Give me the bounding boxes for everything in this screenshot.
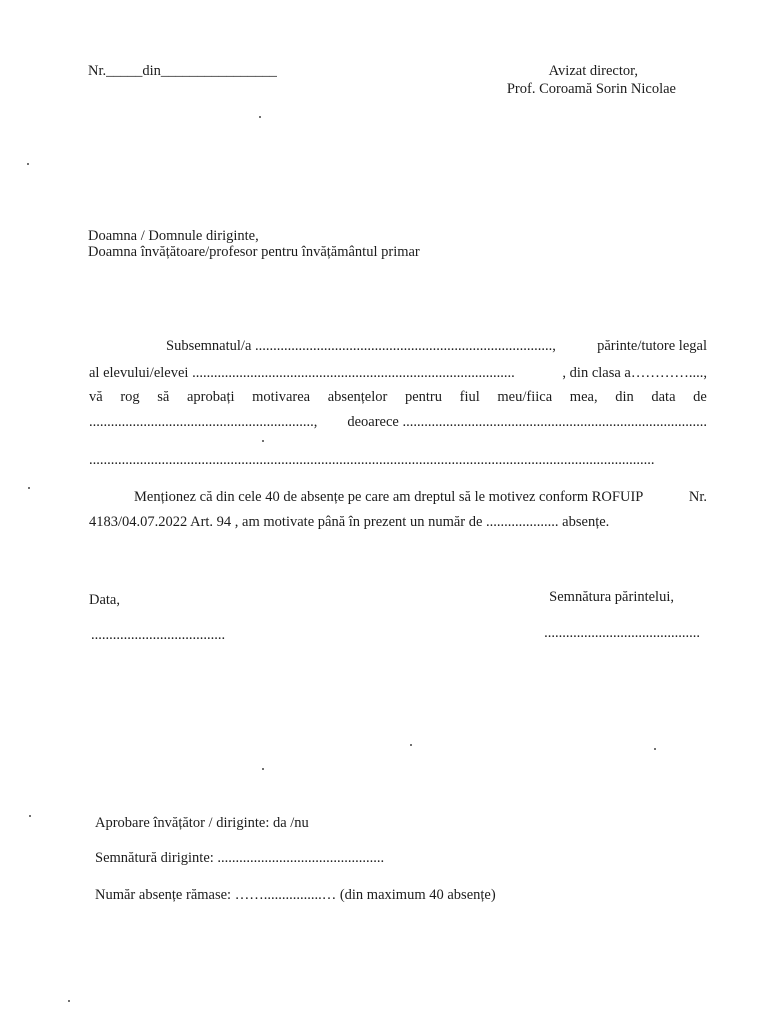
request-word: meu/fiica bbox=[497, 389, 553, 405]
request-word: fiul bbox=[459, 389, 480, 405]
teacher-approval-line: Aprobare învățător / diriginte: da /nu bbox=[95, 815, 309, 831]
scan-speck bbox=[68, 1000, 70, 1002]
scan-speck bbox=[29, 815, 31, 817]
request-word: data bbox=[651, 389, 676, 405]
request-word: motivarea bbox=[252, 389, 311, 405]
request-line-1-role: părinte/tutore legal bbox=[597, 338, 707, 354]
request-line-4-reason: deoarece .................................................................................... bbox=[347, 414, 707, 430]
absences-statement-line-1 bbox=[134, 489, 707, 506]
request-word: din bbox=[615, 389, 634, 405]
scan-speck bbox=[27, 163, 29, 165]
request-word: vă bbox=[89, 389, 103, 405]
headteacher-signature-line: Semnătură diriginte: .............................................. bbox=[95, 850, 385, 866]
absences-statement-line-2: 4183/04.07.2022 Art. 94 , am motivate până în prezent un număr de .................... absențe. bbox=[89, 514, 610, 530]
request-word: de bbox=[693, 389, 707, 405]
request-line-4 bbox=[89, 414, 707, 431]
scan-speck bbox=[262, 768, 264, 770]
request-line-5: ............................................................................................................................................................ bbox=[89, 452, 655, 468]
scan-speck bbox=[654, 748, 656, 750]
document-number-line: Nr._____din________________ bbox=[88, 63, 277, 79]
salutation-line-1: Doamna / Domnule diriginte, bbox=[88, 228, 259, 244]
request-line-1-text: Subsemnatul/a .................................................................................., bbox=[166, 338, 556, 354]
date-label: Data, bbox=[89, 592, 120, 608]
request-word: aprobați bbox=[187, 389, 235, 405]
request-line-2 bbox=[89, 365, 707, 382]
absences-statement-nr: Nr. bbox=[688, 489, 707, 505]
scan-speck bbox=[410, 744, 412, 746]
director-name: Prof. Coroamă Sorin Nicolae bbox=[506, 81, 676, 97]
request-line-4-date: .............................................................., bbox=[89, 414, 318, 430]
scan-speck bbox=[28, 487, 30, 489]
request-word: mea, bbox=[569, 389, 598, 405]
request-line-1 bbox=[166, 338, 707, 355]
salutation-line-2: Doamna învățătoare/profesor pentru învățământul primar bbox=[88, 244, 420, 260]
remaining-absences-line: Număr absențe rămase: ……................… (din maximum 40 absențe) bbox=[95, 887, 496, 903]
request-line-2-class: , din clasa a…………...., bbox=[562, 365, 707, 381]
parent-signature-line: ........................................... bbox=[544, 625, 700, 641]
absences-statement-text: Menționez că din cele 40 de absențe pe care am dreptul să le motivez conform ROFUIP bbox=[134, 489, 644, 505]
request-word: să bbox=[157, 389, 170, 405]
request-word: absențelor bbox=[327, 389, 388, 405]
request-word: pentru bbox=[404, 389, 443, 405]
scan-speck bbox=[259, 116, 261, 118]
scan-speck bbox=[262, 440, 264, 442]
director-approval-title: Avizat director, bbox=[548, 63, 638, 79]
request-line-3 bbox=[89, 389, 707, 406]
request-line-2-student: al elevului/elevei ......................................................................................... bbox=[89, 365, 515, 381]
parent-signature-label: Semnătura părintelui, bbox=[549, 589, 674, 605]
date-signature-line: ..................................... bbox=[91, 627, 226, 643]
request-word: rog bbox=[120, 389, 140, 405]
